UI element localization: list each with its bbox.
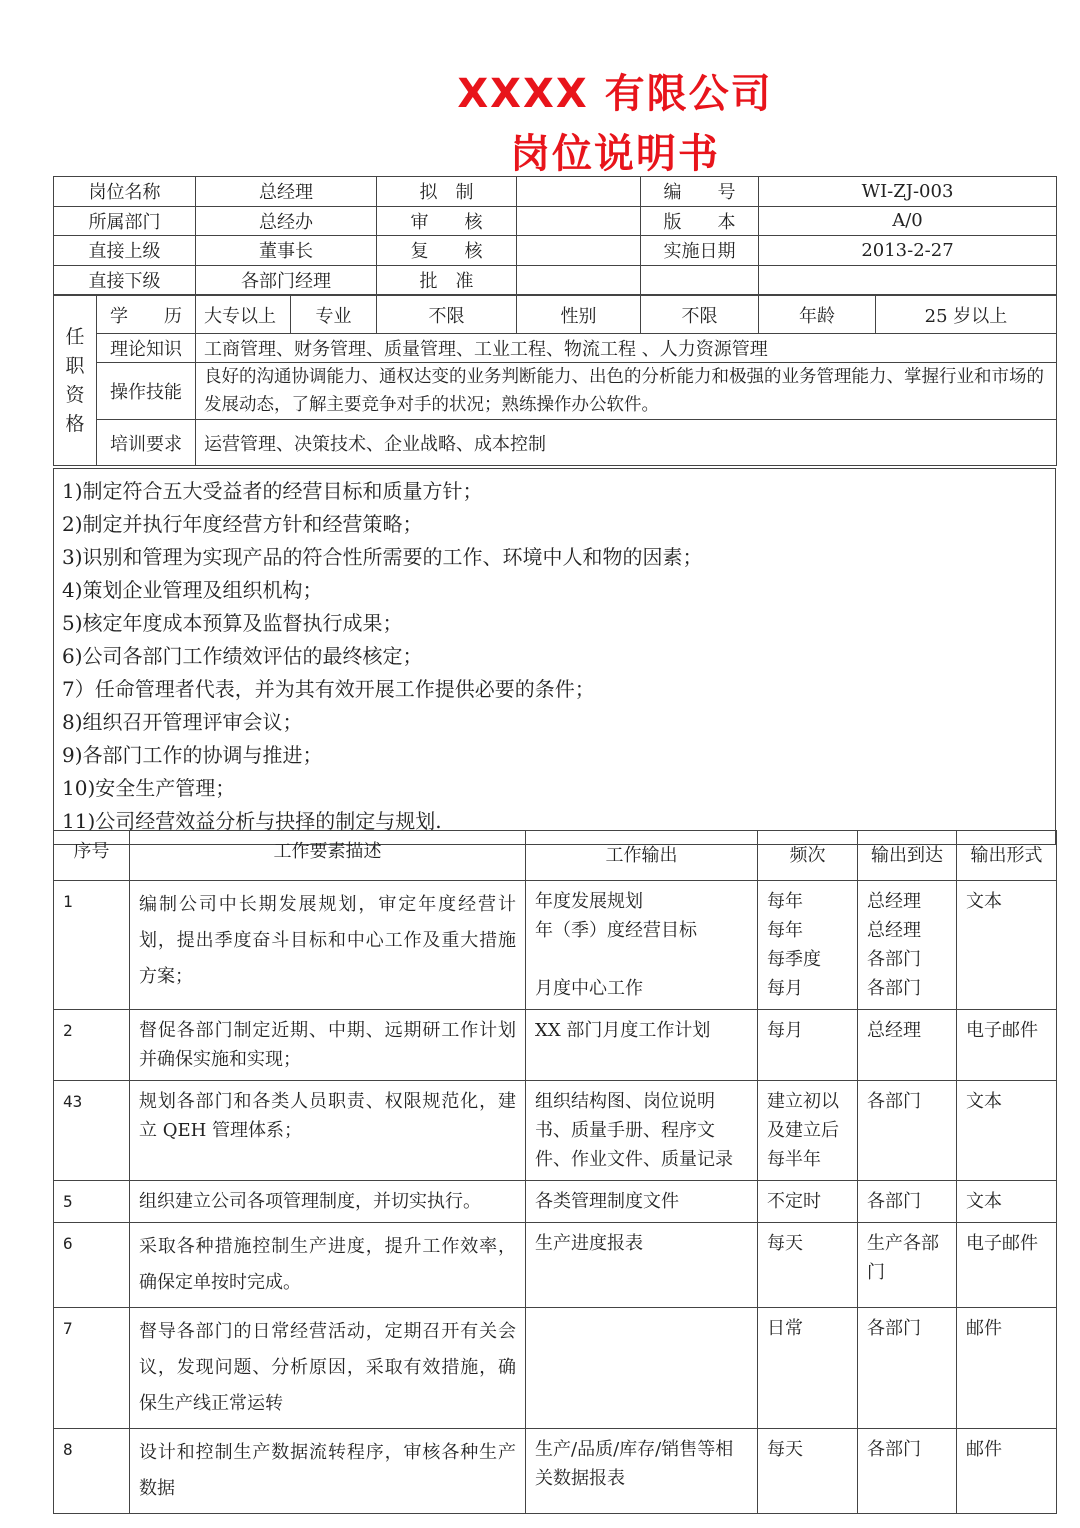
qualification-section-label: 任 职 资 格: [54, 296, 97, 466]
row-freq: 每天: [758, 1223, 858, 1308]
col-header-form: 输出形式: [957, 831, 1057, 881]
row-form: 电子邮件: [957, 1223, 1057, 1308]
row-to: 生产各部门: [858, 1223, 957, 1308]
col-header-freq: 频次: [758, 831, 858, 881]
row-desc: 督促各部门制定近期、中期、远期研工作计划并确保实施和实现；: [130, 1010, 526, 1081]
row-to: 各部门: [858, 1429, 957, 1514]
dept-value: 总经办: [196, 206, 377, 236]
row-no: 43: [54, 1081, 130, 1181]
col-header-no: 序号: [54, 831, 130, 881]
row-freq: 不定时: [758, 1181, 858, 1223]
row-freq: 每月: [758, 1010, 858, 1081]
row-no: 8: [54, 1429, 130, 1514]
row-desc: 采取各种措施控制生产进度，提升工作效率，确保定单按时完成。: [130, 1223, 526, 1308]
subordinate-value: 各部门经理: [196, 265, 377, 295]
row-to: 总经理: [858, 1010, 957, 1081]
duty-item: 8)组织召开管理评审会议；: [62, 710, 303, 734]
drafted-label: 拟 制: [377, 177, 517, 207]
theory-label: 理论知识: [97, 334, 196, 363]
company-title: XXXX 有限公司: [457, 71, 773, 117]
row-freq: 每天: [758, 1429, 858, 1514]
duty-item: 4)策划企业管理及组织机构；: [62, 578, 323, 602]
row-output: 生产/品质/库存/销售等相关数据报表: [526, 1429, 758, 1514]
work-elements-table: [53, 830, 1057, 1514]
skill-label: 操作技能: [97, 363, 196, 420]
duty-item: 6)公司各部门工作绩效评估的最终核定；: [62, 644, 423, 668]
row-freq: 建立初以及建立后每半年: [758, 1081, 858, 1181]
duty-item: 2)制定并执行年度经营方针和经营策略；: [62, 512, 423, 536]
row-desc: 督导各部门的日常经营活动，定期召开有关会议，发现问题、分析原因，采取有效措施，确保生产线正常运转: [130, 1308, 526, 1429]
version-label: 版 本: [641, 206, 759, 236]
qualification-table: [53, 295, 1057, 466]
row-to: 总经理 总经理 各部门 各部门: [858, 881, 957, 1010]
duty-item: 10)安全生产管理；: [62, 776, 236, 800]
empty-cell: [641, 265, 759, 295]
dept-label: 所属部门: [54, 206, 196, 236]
table-row: [54, 881, 1057, 1010]
empty-cell: [759, 265, 1057, 295]
education-value: 大专以上: [196, 296, 291, 334]
superior-label: 直接上级: [54, 236, 196, 266]
row-form: 文本: [957, 1181, 1057, 1223]
row-to: 各部门: [858, 1081, 957, 1181]
review-value: [517, 206, 641, 236]
theory-value: 工商管理、财务管理、质量管理、工业工程、物流工程 、人力资源管理: [196, 334, 1057, 363]
row-output: [526, 1308, 758, 1429]
superior-value: 董事长: [196, 236, 377, 266]
age-label: 年龄: [759, 296, 876, 334]
row-form: 邮件: [957, 1308, 1057, 1429]
table-row: [54, 1181, 1057, 1223]
duties-list: [54, 469, 1056, 845]
duty-item: 9)各部门工作的协调与推进；: [62, 743, 323, 767]
table-row: [54, 1223, 1057, 1308]
code-label: 编 号: [641, 177, 759, 207]
table-row: [54, 1081, 1057, 1181]
header-table: [53, 176, 1057, 295]
duty-item: 3)识别和管理为实现产品的符合性所需要的工作、环境中人和物的因素；: [62, 545, 703, 569]
row-output: XX 部门月度工作计划: [526, 1010, 758, 1081]
version-value: A/0: [759, 206, 1057, 236]
row-form: 文本: [957, 1081, 1057, 1181]
row-form: 电子邮件: [957, 1010, 1057, 1081]
row-no: 5: [54, 1181, 130, 1223]
col-header-output: 工作输出: [526, 831, 758, 881]
table-row: [54, 1429, 1057, 1514]
row-output: 各类管理制度文件: [526, 1181, 758, 1223]
row-output: 年度发展规划 年（季）度经营目标 月度中心工作: [526, 881, 758, 1010]
row-to: 各部门: [858, 1308, 957, 1429]
duty-item: 1)制定符合五大受益者的经营目标和质量方针；: [62, 479, 483, 503]
col-header-desc: 工作要素描述: [130, 831, 526, 881]
recheck-label: 复 核: [377, 236, 517, 266]
table-row: [54, 1308, 1057, 1429]
row-form: 文本: [957, 881, 1057, 1010]
row-no: 7: [54, 1308, 130, 1429]
duty-item: 5)核定年度成本预算及监督执行成果；: [62, 611, 403, 635]
skill-value: 良好的沟通协调能力、通权达变的业务判断能力、出色的分析能力和极强的业务管理能力、掌握行业和市场的发展动态，了解主要竞争对手的状况；熟练操作办公软件。: [196, 363, 1057, 420]
row-to: 各部门: [858, 1181, 957, 1223]
row-no: 1: [54, 881, 130, 1010]
drafted-value: [517, 177, 641, 207]
position-value: 总经理: [196, 177, 377, 207]
row-no: 6: [54, 1223, 130, 1308]
duty-item: 7）任命管理者代表，并为其有效开展工作提供必要的条件；: [62, 677, 595, 701]
gender-value: 不限: [641, 296, 759, 334]
review-label: 审 核: [377, 206, 517, 236]
row-desc: 规划各部门和各类人员职责、权限规范化，建立 QEH 管理体系；: [130, 1081, 526, 1181]
table-row: [54, 1010, 1057, 1081]
position-label: 岗位名称: [54, 177, 196, 207]
approve-value: [517, 265, 641, 295]
row-form: 邮件: [957, 1429, 1057, 1514]
date-label: 实施日期: [641, 236, 759, 266]
col-header-to: 输出到达: [858, 831, 957, 881]
duty-item: 11)公司经营效益分析与抉择的制定与规划.: [62, 809, 442, 833]
training-value: 运营管理、决策技术、企业战略、成本控制: [196, 420, 1057, 466]
approve-label: 批 准: [377, 265, 517, 295]
row-desc: 设计和控制生产数据流转程序，审核各种生产数据: [130, 1429, 526, 1514]
duties-table: [53, 468, 1056, 845]
row-freq: 每年 每年 每季度 每月: [758, 881, 858, 1010]
major-label: 专业: [291, 296, 377, 334]
education-label: 学 历: [97, 296, 196, 334]
code-value: WI-ZJ-003: [759, 177, 1057, 207]
recheck-value: [517, 236, 641, 266]
date-value: 2013-2-27: [759, 236, 1057, 266]
age-value: 25 岁以上: [876, 296, 1057, 334]
row-desc: 编制公司中长期发展规划，审定年度经营计划，提出季度奋斗目标和中心工作及重大措施方案；: [130, 881, 526, 1010]
training-label: 培训要求: [97, 420, 196, 466]
row-desc: 组织建立公司各项管理制度，并切实执行。: [130, 1181, 526, 1223]
gender-label: 性别: [517, 296, 641, 334]
row-freq: 日常: [758, 1308, 858, 1429]
subordinate-label: 直接下级: [54, 265, 196, 295]
row-output: 组织结构图、岗位说明书、质量手册、程序文件、作业文件、质量记录: [526, 1081, 758, 1181]
row-no: 2: [54, 1010, 130, 1081]
document-title: 岗位说明书: [510, 131, 720, 177]
major-value: 不限: [377, 296, 517, 334]
row-output: 生产进度报表: [526, 1223, 758, 1308]
